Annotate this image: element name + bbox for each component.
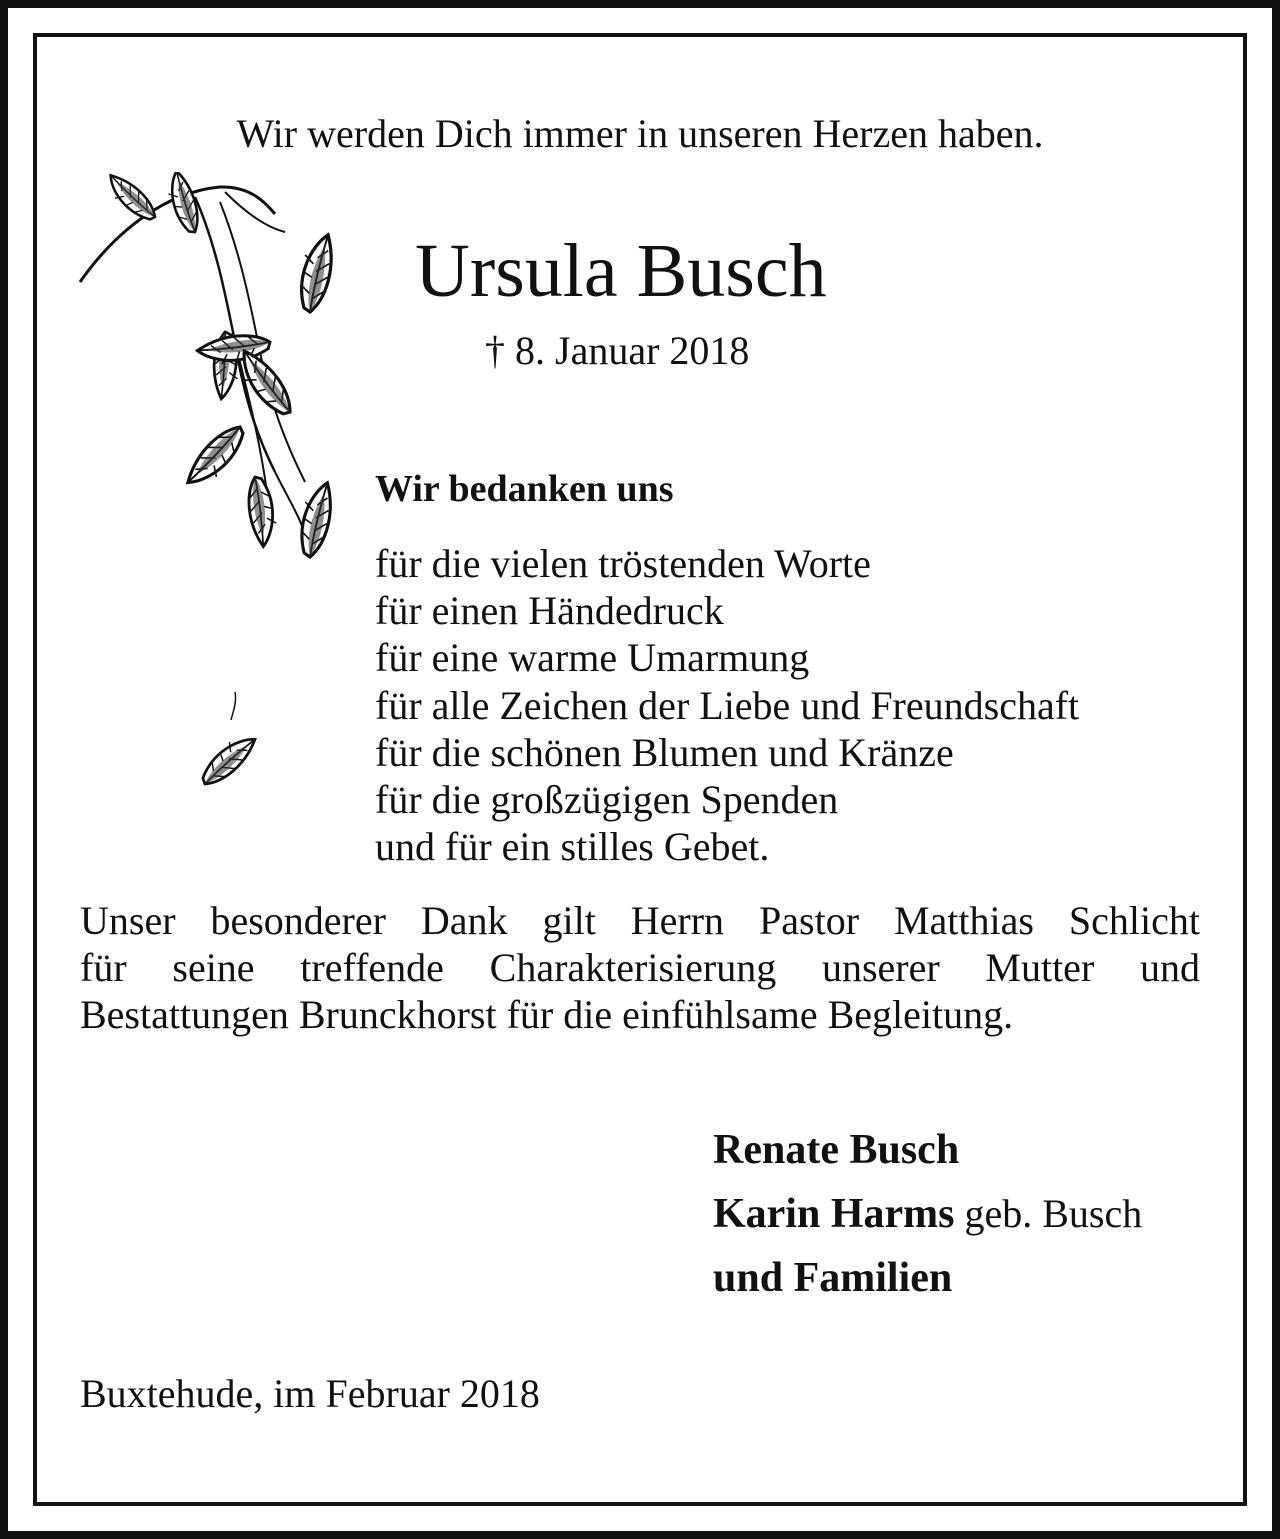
thanks-list <box>375 540 1079 870</box>
thanks-item: für die schönen Blumen und Kränze <box>375 729 954 775</box>
special-thanks-line: Bestattungen Brunckhorst für die einfühlsame Begleitung. <box>80 992 1014 1037</box>
thanks-heading: Wir bedanken uns <box>375 468 674 510</box>
motto-line: Wir werden Dich immer in unseren Herzen haben. <box>236 111 1044 156</box>
signature-name: und Familien <box>713 1255 953 1301</box>
signatures <box>713 1118 1142 1310</box>
thanks-item: für die großzügigen Spenden <box>375 777 839 823</box>
signature-line <box>713 1246 1142 1310</box>
thanks-item: für eine warme Umarmung <box>375 635 810 681</box>
thanks-item: und für ein stilles Gebet. <box>375 824 770 870</box>
death-date: † 8. Januar 2018 <box>485 328 750 373</box>
thanks-item: für alle Zeichen der Liebe und Freundschaft <box>375 682 1080 728</box>
special-thanks-paragraph <box>80 897 1200 1038</box>
signature-name: Renate Busch <box>713 1127 960 1173</box>
deceased-name: Ursula Busch <box>415 229 827 313</box>
thanks-item: für die vielen tröstenden Worte <box>375 541 871 586</box>
birch-branch-icon <box>75 172 365 797</box>
signature-name: Karin Harms <box>713 1191 955 1237</box>
signature-suffix: geb. Busch <box>954 1191 1143 1236</box>
special-thanks-line: Unser besonderer Dank gilt Herrn Pastor Matthias Schlicht <box>80 898 1200 943</box>
signature-line <box>713 1118 1142 1182</box>
place-date: Buxtehude, im Februar 2018 <box>80 1371 540 1416</box>
signature-line <box>713 1182 1142 1246</box>
thanks-item: für einen Händedruck <box>375 588 724 634</box>
special-thanks-line: für seine treffende Charakterisierung unserer Mutter und <box>80 945 1200 990</box>
